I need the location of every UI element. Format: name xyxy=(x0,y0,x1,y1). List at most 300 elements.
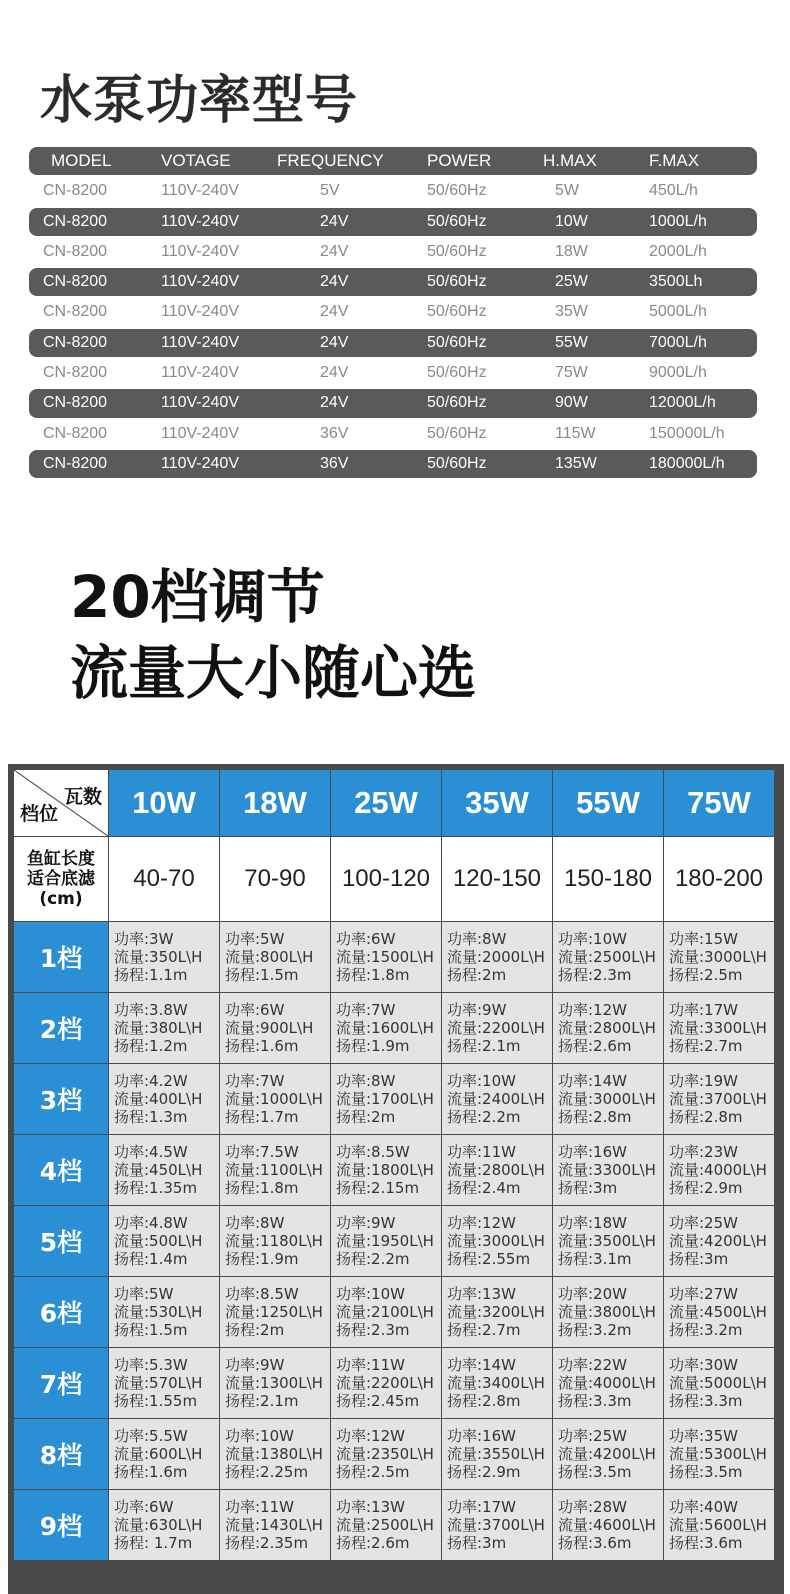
spec-line: 流量:1600L\H xyxy=(336,1019,434,1037)
gear-spec-cell xyxy=(664,922,774,992)
spec-line: 扬程:3.3m xyxy=(558,1392,632,1410)
gear-spec-cell xyxy=(109,1277,219,1347)
tank-label-line: (cm) xyxy=(39,889,83,909)
gear-label: 3档 xyxy=(14,1064,108,1134)
spec-cell: 55W xyxy=(555,333,588,351)
spec-line: 扬程:2.3m xyxy=(336,1321,410,1339)
gear-spec-cell xyxy=(220,1419,330,1489)
spec-line: 流量:600L\H xyxy=(114,1445,203,1463)
spec-line: 功率:5.3W xyxy=(114,1356,188,1374)
spec-cell: 50/60Hz xyxy=(427,454,487,472)
gear-label: 6档 xyxy=(14,1277,108,1347)
spec-line: 功率:22W xyxy=(558,1356,627,1374)
spec-line: 流量:1700L\H xyxy=(336,1090,434,1108)
spec-cell: CN-8200 xyxy=(43,242,108,260)
spec-line: 功率:8W xyxy=(336,1072,396,1090)
spec-cell: 110V-240V xyxy=(161,182,239,200)
spec-line: 功率:6W xyxy=(225,1001,285,1019)
spec-table xyxy=(29,146,757,479)
spec-header-cell: MODEL xyxy=(51,151,112,170)
spec-line: 功率:27W xyxy=(669,1285,738,1303)
spec-cell: 35W xyxy=(555,303,588,321)
gear-spec-cell xyxy=(331,1064,441,1134)
gear-spec-cell xyxy=(664,1277,774,1347)
spec-cell: 110V-240V xyxy=(161,394,239,412)
spec-line: 功率:6W xyxy=(336,930,396,948)
spec-cell: 110V-240V xyxy=(161,454,239,472)
spec-line: 扬程:3m xyxy=(447,1534,507,1552)
spec-line: 功率:9W xyxy=(225,1356,285,1374)
spec-line: 流量:400L\H xyxy=(114,1090,203,1108)
spec-line: 扬程:1.3m xyxy=(114,1108,188,1126)
spec-row xyxy=(29,358,757,388)
spec-line: 功率:10W xyxy=(558,930,627,948)
spec-line: 功率:4.5W xyxy=(114,1143,188,1161)
spec-line: 扬程:3.5m xyxy=(669,1463,743,1481)
spec-line: 扬程:2.5m xyxy=(669,966,743,984)
spec-line: 流量:900L\H xyxy=(225,1019,314,1037)
spec-row xyxy=(29,388,757,418)
spec-line: 功率:23W xyxy=(669,1143,738,1161)
spec-line: 功率:18W xyxy=(558,1214,627,1232)
spec-line: 功率:7.5W xyxy=(225,1143,299,1161)
spec-line: 功率:8W xyxy=(447,930,507,948)
spec-line: 扬程:2.45m xyxy=(336,1392,420,1410)
spec-line: 流量:2400L\H xyxy=(447,1090,545,1108)
spec-line: 流量:1430L\H xyxy=(225,1516,323,1534)
spec-line: 流量:2350L\H xyxy=(336,1445,434,1463)
spec-line: 扬程:1.1m xyxy=(114,966,188,984)
spec-line: 扬程:2.6m xyxy=(336,1534,410,1552)
tank-range: 40-70 xyxy=(109,837,219,921)
spec-cell: 150000L/h xyxy=(649,424,725,442)
wattage-header: 35W xyxy=(442,770,552,836)
spec-line: 流量:2100L\H xyxy=(336,1303,434,1321)
spec-line: 流量:530L\H xyxy=(114,1303,203,1321)
spec-line: 扬程:2m xyxy=(336,1108,396,1126)
spec-line: 扬程:3.2m xyxy=(558,1321,632,1339)
spec-line: 流量:450L\H xyxy=(114,1161,203,1179)
spec-cell: CN-8200 xyxy=(43,454,108,472)
gear-label: 7档 xyxy=(14,1348,108,1418)
spec-cell: 90W xyxy=(555,394,588,412)
spec-line: 扬程:2.25m xyxy=(225,1463,309,1481)
spec-line: 流量:2200L\H xyxy=(447,1019,545,1037)
spec-line: 扬程:2.15m xyxy=(336,1179,420,1197)
spec-line: 扬程:3.2m xyxy=(669,1321,743,1339)
spec-cell: 12000L/h xyxy=(649,394,716,412)
spec-cell: 24V xyxy=(320,242,349,260)
spec-header-cell: FREQUENCY xyxy=(277,151,384,170)
gear-spec-cell xyxy=(553,993,663,1063)
spec-line: 流量:3300L\H xyxy=(558,1161,656,1179)
spec-line: 功率:7W xyxy=(225,1072,285,1090)
gear-label: 8档 xyxy=(14,1419,108,1489)
spec-cell: 24V xyxy=(320,303,349,321)
gear-spec-cell xyxy=(553,1348,663,1418)
spec-line: 流量:4600L\H xyxy=(558,1516,656,1534)
spec-line: 扬程:2.7m xyxy=(447,1321,521,1339)
spec-line: 扬程:2.6m xyxy=(558,1037,632,1055)
spec-cell: 2000L/h xyxy=(649,242,707,260)
spec-cell: 50/60Hz xyxy=(427,273,487,291)
gear-spec-cell xyxy=(442,1348,552,1418)
gear-spec-cell xyxy=(553,1135,663,1205)
spec-line: 流量:2200L\H xyxy=(336,1374,434,1392)
gear-spec-cell xyxy=(442,1135,552,1205)
gear-spec-cell xyxy=(220,922,330,992)
spec-cell: 115W xyxy=(555,424,596,442)
spec-line: 流量:3500L\H xyxy=(558,1232,656,1250)
spec-cell: 110V-240V xyxy=(161,303,239,321)
spec-line: 流量:2500L\H xyxy=(336,1516,434,1534)
gear-spec-cell xyxy=(109,1348,219,1418)
gear-spec-cell xyxy=(553,922,663,992)
spec-line: 功率:15W xyxy=(669,930,738,948)
gear-spec-cell xyxy=(664,1419,774,1489)
spec-line: 扬程:3.6m xyxy=(558,1534,632,1552)
gear-spec-cell xyxy=(664,1064,774,1134)
gear-spec-cell xyxy=(220,993,330,1063)
tank-range: 120-150 xyxy=(442,837,552,921)
gear-spec-cell xyxy=(331,1419,441,1489)
gear-spec-cell xyxy=(331,993,441,1063)
gear-label: 1档 xyxy=(14,922,108,992)
spec-cell: 18W xyxy=(555,242,588,260)
spec-line: 功率:12W xyxy=(558,1001,627,1019)
gear-label: 4档 xyxy=(14,1135,108,1205)
gear-spec-cell xyxy=(664,1348,774,1418)
spec-line: 功率:9W xyxy=(336,1214,396,1232)
spec-header-row xyxy=(29,146,757,176)
spec-cell: CN-8200 xyxy=(43,394,108,412)
spec-cell: 135W xyxy=(555,454,597,472)
spec-line: 功率:10W xyxy=(336,1285,405,1303)
gear-label: 9档 xyxy=(14,1490,108,1560)
spec-line: 流量:5600L\H xyxy=(669,1516,767,1534)
gear-spec-cell xyxy=(109,1490,219,1560)
spec-line: 流量:4500L\H xyxy=(669,1303,767,1321)
spec-cell: 24V xyxy=(320,364,349,382)
spec-line: 流量:3300L\H xyxy=(669,1019,767,1037)
gear-spec-cell xyxy=(109,993,219,1063)
spec-line: 扬程:1.55m xyxy=(114,1392,198,1410)
spec-cell: 110V-240V xyxy=(161,242,239,260)
spec-line: 流量:1100L\H xyxy=(225,1161,323,1179)
spec-line: 扬程:2.1m xyxy=(225,1392,299,1410)
spec-line: 流量:1380L\H xyxy=(225,1445,323,1463)
spec-line: 扬程:3.1m xyxy=(558,1250,632,1268)
spec-line: 功率:10W xyxy=(447,1072,516,1090)
spec-row xyxy=(29,419,757,449)
spec-cell: CN-8200 xyxy=(43,424,108,442)
spec-row xyxy=(29,267,757,297)
spec-line: 扬程:1.5m xyxy=(114,1321,188,1339)
spec-line: 功率:14W xyxy=(558,1072,627,1090)
spec-line: 扬程:2.8m xyxy=(669,1108,743,1126)
gear-spec-cell xyxy=(220,1135,330,1205)
spec-line: 流量:4200L\H xyxy=(669,1232,767,1250)
corner-header xyxy=(14,770,108,836)
spec-line: 功率:3.8W xyxy=(114,1001,188,1019)
tank-range: 180-200 xyxy=(664,837,774,921)
spec-cell: CN-8200 xyxy=(43,303,108,321)
spec-line: 扬程:1.5m xyxy=(225,966,299,984)
spec-line: 扬程:3m xyxy=(669,1250,729,1268)
spec-line: 扬程:1.8m xyxy=(225,1179,299,1197)
gear-spec-cell xyxy=(109,922,219,992)
spec-line: 功率:20W xyxy=(558,1285,627,1303)
spec-line: 功率:7W xyxy=(336,1001,396,1019)
spec-line: 流量:4000L\H xyxy=(558,1374,656,1392)
gear-spec-cell xyxy=(664,1135,774,1205)
spec-cell: CN-8200 xyxy=(43,182,108,200)
spec-line: 扬程:3.5m xyxy=(558,1463,632,1481)
spec-cell: 110V-240V xyxy=(161,424,239,442)
gear-spec-cell xyxy=(664,1490,774,1560)
tank-range: 100-120 xyxy=(331,837,441,921)
spec-line: 流量:3800L\H xyxy=(558,1303,656,1321)
spec-cell: 110V-240V xyxy=(161,333,239,351)
gear-spec-cell xyxy=(553,1206,663,1276)
gear-spec-cell xyxy=(220,1206,330,1276)
gear-label: 5档 xyxy=(14,1206,108,1276)
spec-line: 流量:3000L\H xyxy=(669,948,767,966)
spec-line: 功率:28W xyxy=(558,1498,627,1516)
spec-cell: 110V-240V xyxy=(161,364,239,382)
spec-cell: 50/60Hz xyxy=(427,424,487,442)
spec-line: 扬程:2.1m xyxy=(447,1037,521,1055)
spec-line: 功率:10W xyxy=(225,1427,294,1445)
spec-line: 功率:35W xyxy=(669,1427,738,1445)
gear-spec-cell xyxy=(664,1206,774,1276)
wattage-header: 10W xyxy=(109,770,219,836)
spec-line: 功率:13W xyxy=(447,1285,516,1303)
spec-row xyxy=(29,449,757,479)
spec-line: 功率:30W xyxy=(669,1356,738,1374)
spec-cell: 3500Lh xyxy=(649,273,703,291)
spec-row xyxy=(29,328,757,358)
spec-line: 流量:380L\H xyxy=(114,1019,203,1037)
spec-header-cell: VOTAGE xyxy=(161,151,231,170)
spec-line: 流量:1000L\H xyxy=(225,1090,323,1108)
spec-cell: 75W xyxy=(555,364,588,382)
wattage-header: 18W xyxy=(220,770,330,836)
spec-line: 功率:6W xyxy=(114,1498,174,1516)
tank-range: 150-180 xyxy=(553,837,663,921)
spec-line: 扬程:2m xyxy=(225,1321,285,1339)
spec-line: 功率:12W xyxy=(447,1214,516,1232)
spec-cell: 1000L/h xyxy=(649,212,707,230)
spec-line: 功率:25W xyxy=(669,1214,738,1232)
spec-line: 流量:2800L\H xyxy=(447,1161,545,1179)
spec-line: 扬程:1.7m xyxy=(225,1108,299,1126)
gear-label: 2档 xyxy=(14,993,108,1063)
spec-line: 扬程:2.3m xyxy=(558,966,632,984)
spec-row xyxy=(29,297,757,327)
spec-cell: 50/60Hz xyxy=(427,242,487,260)
spec-line: 流量:5000L\H xyxy=(669,1374,767,1392)
spec-line: 功率:14W xyxy=(447,1356,516,1374)
spec-cell: 5000L/h xyxy=(649,303,707,321)
spec-cell: CN-8200 xyxy=(43,364,108,382)
spec-line: 流量:5300L\H xyxy=(669,1445,767,1463)
gear-spec-cell xyxy=(331,1135,441,1205)
gear-spec-cell xyxy=(442,993,552,1063)
spec-line: 扬程:2.4m xyxy=(447,1179,521,1197)
spec-line: 功率:5W xyxy=(114,1285,174,1303)
spec-line: 流量:3700L\H xyxy=(669,1090,767,1108)
spec-line: 功率:19W xyxy=(669,1072,738,1090)
wattage-header: 75W xyxy=(664,770,774,836)
spec-cell: 110V-240V xyxy=(161,212,239,230)
gear-spec-cell xyxy=(331,1490,441,1560)
spec-header-cell: POWER xyxy=(427,151,492,170)
spec-line: 功率:11W xyxy=(336,1356,405,1374)
spec-line: 功率:4.8W xyxy=(114,1214,188,1232)
gear-spec-cell xyxy=(442,1490,552,1560)
spec-cell: 450L/h xyxy=(649,182,698,200)
spec-line: 功率:8W xyxy=(225,1214,285,1232)
spec-cell: 5W xyxy=(555,182,579,200)
spec-line: 扬程: 1.7m xyxy=(114,1534,193,1552)
wattage-header: 25W xyxy=(331,770,441,836)
spec-line: 流量:3550L\H xyxy=(447,1445,545,1463)
spec-line: 扬程:1.8m xyxy=(336,966,410,984)
spec-line: 功率:16W xyxy=(447,1427,516,1445)
spec-line: 流量:570L\H xyxy=(114,1374,203,1392)
gear-table xyxy=(8,764,784,1594)
wattage-header: 55W xyxy=(553,770,663,836)
spec-line: 流量:3200L\H xyxy=(447,1303,545,1321)
spec-line: 扬程:2.8m xyxy=(558,1108,632,1126)
spec-row xyxy=(29,207,757,237)
spec-line: 流量:2800L\H xyxy=(558,1019,656,1037)
spec-header-cell: H.MAX xyxy=(543,151,597,170)
spec-line: 流量:1950L\H xyxy=(336,1232,434,1250)
spec-line: 功率:25W xyxy=(558,1427,627,1445)
spec-cell: CN-8200 xyxy=(43,273,108,291)
spec-line: 流量:1300L\H xyxy=(225,1374,323,1392)
spec-cell: CN-8200 xyxy=(43,212,108,230)
spec-line: 扬程:2.9m xyxy=(669,1179,743,1197)
spec-line: 流量:4000L\H xyxy=(669,1161,767,1179)
spec-line: 流量:630L\H xyxy=(114,1516,203,1534)
spec-line: 功率:12W xyxy=(336,1427,405,1445)
gear-spec-cell xyxy=(553,1490,663,1560)
spec-line: 流量:500L\H xyxy=(114,1232,203,1250)
spec-line: 扬程:2.5m xyxy=(336,1463,410,1481)
spec-line: 流量:1180L\H xyxy=(225,1232,323,1250)
spec-line: 扬程:2.55m xyxy=(447,1250,531,1268)
spec-line: 扬程:3m xyxy=(558,1179,618,1197)
spec-cell: 5V xyxy=(320,182,340,200)
spec-cell: 50/60Hz xyxy=(427,333,487,351)
spec-line: 流量:2000L\H xyxy=(447,948,545,966)
spec-cell: 50/60Hz xyxy=(427,303,487,321)
spec-line: 功率:5W xyxy=(225,930,285,948)
spec-line: 扬程:2.2m xyxy=(336,1250,410,1268)
spec-line: 功率:5.5W xyxy=(114,1427,188,1445)
spec-line: 扬程:2m xyxy=(447,966,507,984)
gear-spec-cell xyxy=(220,1490,330,1560)
spec-line: 扬程:2.8m xyxy=(447,1392,521,1410)
spec-line: 扬程:1.6m xyxy=(225,1037,299,1055)
spec-line: 扬程:3.6m xyxy=(669,1534,743,1552)
spec-cell: CN-8200 xyxy=(43,333,108,351)
gear-spec-cell xyxy=(220,1348,330,1418)
spec-line: 功率:8.5W xyxy=(225,1285,299,1303)
spec-line: 扬程:2.9m xyxy=(447,1463,521,1481)
spec-cell: 25W xyxy=(555,273,588,291)
spec-line: 流量:1500L\H xyxy=(336,948,434,966)
spec-line: 功率:11W xyxy=(447,1143,516,1161)
spec-title: 水泵功率型号 xyxy=(40,71,359,131)
spec-line: 功率:3W xyxy=(114,930,174,948)
spec-line: 功率:8.5W xyxy=(336,1143,410,1161)
tank-label-line: 适合底滤 xyxy=(27,869,95,889)
spec-line: 扬程:2.35m xyxy=(225,1534,309,1552)
spec-line: 扬程:1.2m xyxy=(114,1037,188,1055)
spec-line: 功率:11W xyxy=(225,1498,294,1516)
tank-range: 70-90 xyxy=(220,837,330,921)
spec-line: 流量:800L\H xyxy=(225,948,314,966)
gear-spec-cell xyxy=(553,1064,663,1134)
spec-cell: 110V-240V xyxy=(161,273,239,291)
gear-spec-cell xyxy=(109,1135,219,1205)
tank-label-line: 鱼缸长度 xyxy=(27,849,95,869)
spec-line: 功率:17W xyxy=(669,1001,738,1019)
spec-line: 扬程:1.6m xyxy=(114,1463,188,1481)
gear-spec-cell xyxy=(442,1277,552,1347)
spec-line: 流量:3000L\H xyxy=(447,1232,545,1250)
spec-line: 流量:3700L\H xyxy=(447,1516,545,1534)
gear-spec-cell xyxy=(109,1419,219,1489)
spec-cell: 180000L/h xyxy=(649,454,725,472)
spec-line: 扬程:2.7m xyxy=(669,1037,743,1055)
spec-line: 扬程:1.9m xyxy=(225,1250,299,1268)
gear-spec-cell xyxy=(220,1064,330,1134)
spec-cell: 50/60Hz xyxy=(427,212,487,230)
spec-cell: 9000L/h xyxy=(649,364,707,382)
gear-spec-cell xyxy=(331,1277,441,1347)
spec-cell: 36V xyxy=(320,424,349,442)
spec-line: 流量:3000L\H xyxy=(558,1090,656,1108)
spec-line: 功率:13W xyxy=(336,1498,405,1516)
corner-label-watt: 瓦数 xyxy=(63,786,102,808)
gear-spec-cell xyxy=(553,1277,663,1347)
gear-spec-cell xyxy=(442,1419,552,1489)
tank-length-label xyxy=(14,837,108,921)
promo-line-2: 流量大小随心选 xyxy=(70,639,477,707)
gear-spec-cell xyxy=(331,922,441,992)
spec-line: 流量:350L\H xyxy=(114,948,203,966)
spec-row xyxy=(29,176,757,206)
spec-line: 扬程:1.4m xyxy=(114,1250,188,1268)
spec-cell: 10W xyxy=(555,212,588,230)
spec-line: 流量:1800L\H xyxy=(336,1161,434,1179)
spec-line: 流量:4200L\H xyxy=(558,1445,656,1463)
spec-cell: 24V xyxy=(320,333,349,351)
spec-line: 流量:1250L\H xyxy=(225,1303,323,1321)
gear-spec-cell xyxy=(442,1064,552,1134)
gear-spec-cell xyxy=(331,1206,441,1276)
gear-spec-cell xyxy=(220,1277,330,1347)
corner-label-gear: 档位 xyxy=(20,803,59,825)
spec-cell: 50/60Hz xyxy=(427,182,487,200)
spec-cell: 50/60Hz xyxy=(427,364,487,382)
spec-line: 流量:3400L\H xyxy=(447,1374,545,1392)
